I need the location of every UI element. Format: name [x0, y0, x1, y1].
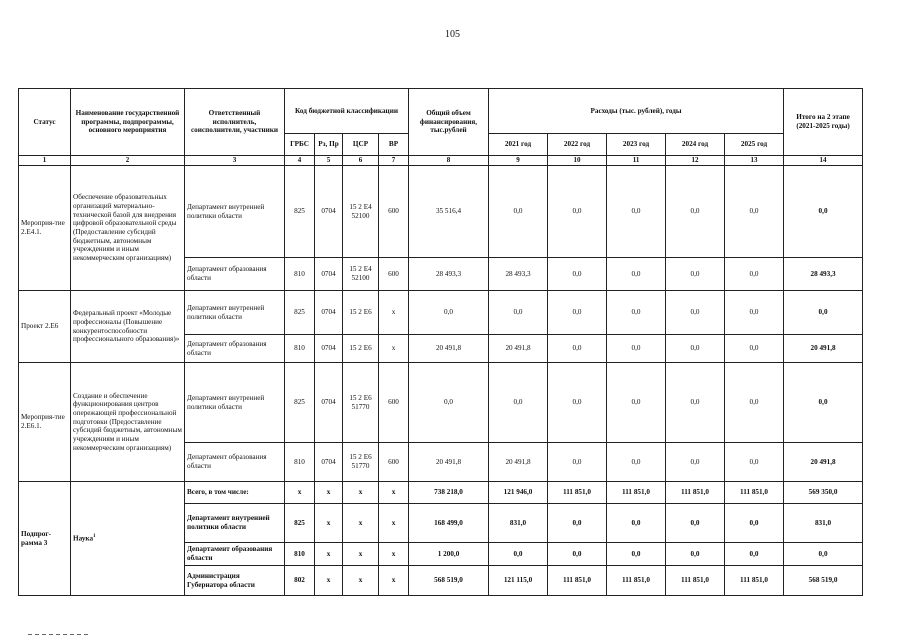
cell-2022: 111 851,0: [548, 566, 607, 596]
cell-2025: 0,0: [725, 363, 784, 443]
cell-2023: 0,0: [607, 443, 666, 482]
cell-2022: 0,0: [548, 258, 607, 291]
header-csr: ЦСР: [343, 134, 379, 156]
cell-csr: 15 2 Е6: [343, 291, 379, 335]
cell-vr: 600: [379, 258, 409, 291]
cell-2024: 0,0: [666, 291, 725, 335]
cell-grbs: 802: [285, 566, 315, 596]
cell-stage-total: 0,0: [784, 166, 863, 258]
col-number: 3: [185, 156, 285, 166]
cell-2025: 0,0: [725, 335, 784, 363]
cell-vr: х: [379, 543, 409, 566]
cell-2023: 0,0: [607, 504, 666, 543]
cell-csr: х: [343, 543, 379, 566]
cell-2021: 20 491,8: [489, 443, 548, 482]
cell-total: 738 218,0: [409, 482, 489, 504]
row-status: Мероприя-тие 2.Е6.1.: [19, 363, 71, 482]
cell-2025: 0,0: [725, 291, 784, 335]
page-number: 105: [445, 29, 460, 40]
col-number: 8: [409, 156, 489, 166]
cell-2024: 111 851,0: [666, 566, 725, 596]
cell-total: 568 519,0: [409, 566, 489, 596]
cell-2023: 111 851,0: [607, 566, 666, 596]
cell-2022: 0,0: [548, 363, 607, 443]
header-year-2024: 2024 год: [666, 134, 725, 156]
cell-2023: 0,0: [607, 335, 666, 363]
header-year-2022: 2022 год: [548, 134, 607, 156]
col-number: 13: [725, 156, 784, 166]
cell-stage-total: 0,0: [784, 543, 863, 566]
row-name-text: Наука: [73, 534, 94, 543]
cell-2021: 121 946,0: [489, 482, 548, 504]
header-vr: ВР: [379, 134, 409, 156]
cell-grbs: 810: [285, 543, 315, 566]
cell-2021: 831,0: [489, 504, 548, 543]
cell-csr: 15 2 Е4 52100: [343, 258, 379, 291]
row-executor: Департамент внутренней политики области: [185, 166, 285, 258]
table-row: [19, 291, 863, 335]
cell-2023: 0,0: [607, 363, 666, 443]
header-rz-pr: Рз, Пр: [315, 134, 343, 156]
cell-2025: 0,0: [725, 504, 784, 543]
footer-dash-line: [28, 634, 88, 635]
row-executor: Администрация Губернатора области: [185, 566, 285, 596]
cell-csr: х: [343, 504, 379, 543]
header-total-financing: Общий объем финансирования, тыс.рублей: [409, 89, 489, 156]
cell-2021: 0,0: [489, 166, 548, 258]
cell-total: 0,0: [409, 363, 489, 443]
cell-2024: 0,0: [666, 504, 725, 543]
cell-2021: 0,0: [489, 363, 548, 443]
cell-total: 0,0: [409, 291, 489, 335]
row-executor: Всего, в том числе:: [185, 482, 285, 504]
cell-2021: 28 493,3: [489, 258, 548, 291]
cell-2025: 0,0: [725, 443, 784, 482]
table-row: [19, 363, 863, 443]
header-year-2021: 2021 год: [489, 134, 548, 156]
col-number: 2: [71, 156, 185, 166]
cell-2025: 0,0: [725, 258, 784, 291]
row-executor: Департамент образования области: [185, 335, 285, 363]
cell-2023: 0,0: [607, 291, 666, 335]
row-name: Создание и обеспечение функционирования центров опережающей профессиональной подготовки (Предоставление субсидий бюджетным, автономным учреждениям и иным некоммерческим организациям): [71, 363, 185, 482]
cell-2024: 0,0: [666, 543, 725, 566]
cell-2022: 111 851,0: [548, 482, 607, 504]
col-number: 5: [315, 156, 343, 166]
cell-vr: 600: [379, 363, 409, 443]
cell-stage-total: 568 519,0: [784, 566, 863, 596]
header-year-2025: 2025 год: [725, 134, 784, 156]
cell-vr: х: [379, 504, 409, 543]
budget-table: [18, 88, 863, 596]
cell-rz-pr: х: [315, 566, 343, 596]
cell-grbs: 825: [285, 291, 315, 335]
cell-total: 168 499,0: [409, 504, 489, 543]
cell-vr: 600: [379, 443, 409, 482]
cell-2025: 111 851,0: [725, 566, 784, 596]
cell-vr: х: [379, 335, 409, 363]
cell-csr: х: [343, 482, 379, 504]
cell-stage-total: 20 491,8: [784, 443, 863, 482]
cell-2021: 0,0: [489, 291, 548, 335]
cell-vr: х: [379, 482, 409, 504]
column-numbers-row: [19, 156, 863, 166]
cell-2024: 0,0: [666, 335, 725, 363]
cell-total: 20 491,8: [409, 335, 489, 363]
cell-grbs: 825: [285, 363, 315, 443]
cell-2022: 0,0: [548, 443, 607, 482]
table-body: [19, 166, 863, 596]
col-number: 4: [285, 156, 315, 166]
cell-csr: х: [343, 566, 379, 596]
cell-rz-pr: х: [315, 504, 343, 543]
col-number: 1: [19, 156, 71, 166]
row-name: Федеральный проект «Молодые профессионалы (Повышение конкурентоспособности профессионального образования)»: [71, 291, 185, 363]
cell-stage-total: 20 491,8: [784, 335, 863, 363]
row-status: Проект 2.Е6: [19, 291, 71, 363]
cell-grbs: 825: [285, 504, 315, 543]
header-name: Наименование государственной программы, подпрограммы, основного мероприятия: [71, 89, 185, 156]
cell-grbs: 825: [285, 166, 315, 258]
footnote-mark: 1: [93, 533, 96, 539]
header-budget-code: Код бюджетной классификации: [285, 89, 409, 134]
cell-csr: 15 2 Е6 51770: [343, 443, 379, 482]
cell-2025: 111 851,0: [725, 482, 784, 504]
cell-vr: х: [379, 566, 409, 596]
cell-grbs: 810: [285, 258, 315, 291]
header-year-2023: 2023 год: [607, 134, 666, 156]
row-executor: Департамент образования области: [185, 543, 285, 566]
header-status: Статус: [19, 89, 71, 156]
table-row: [19, 482, 863, 504]
cell-stage-total: 569 350,0: [784, 482, 863, 504]
col-number: 11: [607, 156, 666, 166]
cell-rz-pr: 0704: [315, 335, 343, 363]
col-number: 9: [489, 156, 548, 166]
cell-2025: 0,0: [725, 543, 784, 566]
table-header: [19, 89, 863, 166]
cell-2021: 20 491,8: [489, 335, 548, 363]
cell-rz-pr: 0704: [315, 258, 343, 291]
cell-vr: х: [379, 291, 409, 335]
cell-2023: 0,0: [607, 166, 666, 258]
cell-stage-total: 28 493,3: [784, 258, 863, 291]
cell-grbs: 810: [285, 443, 315, 482]
cell-grbs: х: [285, 482, 315, 504]
col-number: 7: [379, 156, 409, 166]
row-name: Обеспечение образовательных организаций материально-технической базой для внедрения цифровой образовательной среды (Предоставление субсидий бюджетным, автономным учреждениям и иным некоммерческим организациям): [71, 166, 185, 291]
col-number: 14: [784, 156, 863, 166]
row-executor: Департамент внутренней политики области: [185, 504, 285, 543]
cell-2024: 0,0: [666, 166, 725, 258]
cell-stage-total: 0,0: [784, 363, 863, 443]
cell-stage-total: 831,0: [784, 504, 863, 543]
cell-total: 28 493,3: [409, 258, 489, 291]
cell-rz-pr: 0704: [315, 166, 343, 258]
header-stage-total: Итого на 2 этапе (2021-2025 годы): [784, 89, 863, 156]
header-grbs: ГРБС: [285, 134, 315, 156]
cell-rz-pr: 0704: [315, 291, 343, 335]
cell-csr: 15 2 Е4 52100: [343, 166, 379, 258]
cell-2022: 0,0: [548, 291, 607, 335]
table-row: [19, 166, 863, 258]
cell-2022: 0,0: [548, 166, 607, 258]
cell-2022: 0,0: [548, 504, 607, 543]
cell-2022: 0,0: [548, 335, 607, 363]
cell-2023: 111 851,0: [607, 482, 666, 504]
cell-stage-total: 0,0: [784, 291, 863, 335]
row-status: Подпрог-рамма 3: [19, 482, 71, 596]
cell-total: 20 491,8: [409, 443, 489, 482]
cell-total: 1 200,0: [409, 543, 489, 566]
row-executor: Департамент внутренней политики области: [185, 363, 285, 443]
cell-2021: 0,0: [489, 543, 548, 566]
row-name: [71, 482, 185, 596]
cell-rz-pr: х: [315, 482, 343, 504]
row-executor: Департамент образования области: [185, 443, 285, 482]
cell-2024: 111 851,0: [666, 482, 725, 504]
col-number: 12: [666, 156, 725, 166]
col-number: 10: [548, 156, 607, 166]
cell-2024: 0,0: [666, 258, 725, 291]
col-number: 6: [343, 156, 379, 166]
cell-2025: 0,0: [725, 166, 784, 258]
cell-2024: 0,0: [666, 443, 725, 482]
cell-2021: 121 115,0: [489, 566, 548, 596]
cell-vr: 600: [379, 166, 409, 258]
cell-2022: 0,0: [548, 543, 607, 566]
cell-rz-pr: 0704: [315, 443, 343, 482]
cell-csr: 15 2 Е6 51770: [343, 363, 379, 443]
row-executor: Департамент внутренней политики области: [185, 291, 285, 335]
header-executor: Ответственный исполнитель, соисполнители, участники: [185, 89, 285, 156]
cell-csr: 15 2 Е6: [343, 335, 379, 363]
header-expenses: Расходы (тыс. рублей), годы: [489, 89, 784, 134]
cell-total: 35 516,4: [409, 166, 489, 258]
cell-2023: 0,0: [607, 543, 666, 566]
cell-rz-pr: х: [315, 543, 343, 566]
row-executor: Департамент образования области: [185, 258, 285, 291]
cell-2023: 0,0: [607, 258, 666, 291]
cell-grbs: 810: [285, 335, 315, 363]
cell-rz-pr: 0704: [315, 363, 343, 443]
row-status: Мероприя-тие 2.Е4.1.: [19, 166, 71, 291]
cell-2024: 0,0: [666, 363, 725, 443]
